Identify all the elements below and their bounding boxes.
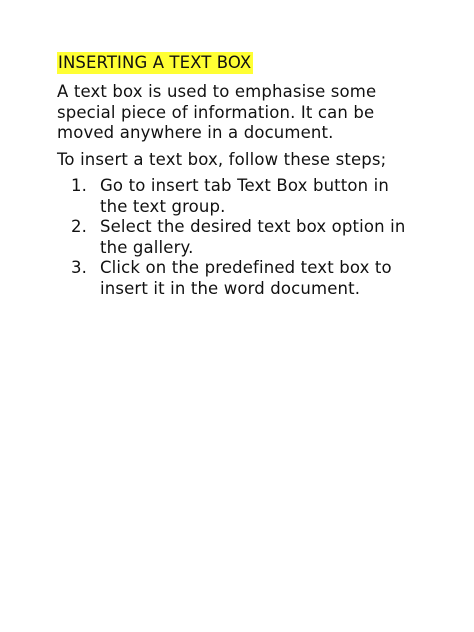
step-number: 2.: [71, 217, 88, 236]
steps-intro-paragraph: To insert a text box, follow these steps;: [57, 149, 387, 169]
document-title: INSERTING A TEXT BOX: [58, 53, 252, 72]
steps-list: [57, 176, 418, 299]
step-number: 1.: [71, 176, 88, 195]
list-item: [57, 258, 418, 299]
step-text: Select the desired text box option in the gallery.: [100, 217, 406, 257]
step-number: 3.: [71, 258, 88, 277]
step-text: Click on the predefined text box to insert it in the word document.: [100, 258, 392, 298]
list-item: [57, 176, 418, 217]
list-item: [57, 217, 418, 258]
step-text: Go to insert tab Text Box button in the text group.: [100, 176, 390, 216]
intro-paragraph: A text box is used to emphasise some special piece of information. It can be moved anywhere in a document.: [57, 82, 377, 142]
